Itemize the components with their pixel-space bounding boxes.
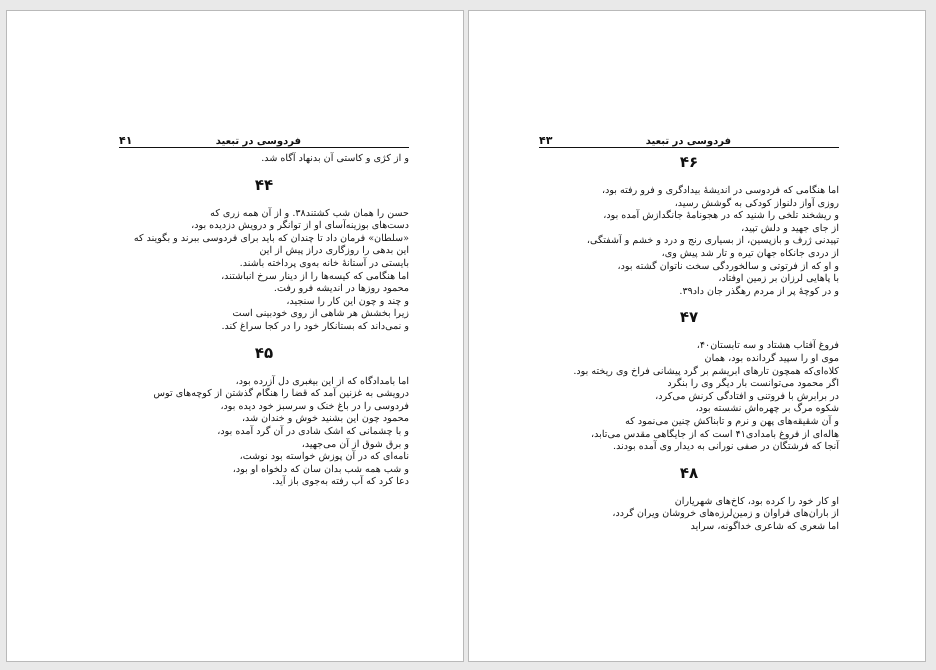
text-line: از جای جهید و دلش تپید،	[741, 222, 839, 234]
text-line: بایستی در آستانهٔ خانه به‌وی پرداخته باشند.	[239, 257, 409, 269]
text-line: روزی آواز دلنواز کودکی به گوشش رسید،	[674, 197, 839, 209]
text-line: از باران‌های فراوان و زمین‌لرزه‌های خروشان ویران گردد،	[612, 508, 839, 520]
text-line: فروغ آفتاب هشتاد و سه تابستان۴۰،	[696, 340, 839, 352]
left-page	[6, 10, 464, 662]
text-line: شکوه مرگ بر چهره‌اش نشسته بود،	[695, 403, 839, 415]
text-line: و آن شقیقه‌های پهن و نرم و تابناکش چنین می‌نمود که	[625, 415, 839, 427]
poem-number: ۴۶	[679, 153, 699, 171]
text-line: و شب همه شب بدان سان که دلخواه او بود،	[232, 463, 409, 475]
page-number: ۴۱	[119, 134, 133, 147]
text-line: و برق شوق از آن می‌جهید،	[301, 438, 409, 450]
text-line: محمود چون این بشنید خوش و خندان شد،	[241, 413, 409, 425]
text-line: اگر محمود می‌توانست بار دیگر وی را بنگرد	[667, 378, 839, 390]
poem-number: ۴۴	[254, 175, 274, 194]
right-page-header	[539, 129, 839, 148]
left-page-text	[119, 153, 409, 489]
page-number: ۴۳	[539, 134, 553, 147]
running-title: فردوسی در تبعید	[645, 136, 731, 147]
poem-number: ۴۷	[679, 308, 699, 327]
text-line: درویشی به غزنین آمد که قضا را هنگام گذشتن از کوچه‌های توس	[153, 388, 409, 400]
running-title: فردوسی در تبعید	[215, 136, 301, 147]
text-line: اما بامدادگاه که از این بیغبری دل آزرده بود،	[235, 375, 409, 387]
text-line: و در کوچهٔ پر از مردم رهگذر جان داد۳۹.	[679, 285, 839, 297]
text-line: و از کژی و کاستی آن بدنهاد آگاه شد.	[261, 153, 409, 164]
text-line: با پاهایی لرزان بر زمین اوفتاد،	[718, 273, 839, 285]
poem-stanza	[539, 340, 839, 453]
poem-number: ۴۸	[679, 463, 699, 482]
text-line: دعا کرد که آب رفته به‌جوی باز آید.	[272, 476, 409, 488]
poem-stanza	[119, 376, 409, 489]
text-line: اما هنگامی که کیسه‌ها را از دینار سرخ انباشتند،	[221, 270, 409, 282]
text-line: زیرا بخشش هر شاهی از روی خودبینی است	[232, 308, 409, 320]
text-line: و چند و چون این کار را سنجید،	[286, 295, 409, 307]
poem-stanza	[539, 496, 839, 534]
text-line: آنجا که فرشتگان در صفی نورانی به دیدار وی آمده بودند.	[613, 441, 839, 453]
poem-stanza	[119, 208, 409, 334]
poem-stanza	[539, 185, 839, 298]
right-page	[468, 10, 926, 662]
text-line: و با چشمانی که اشک شادی در آن گرد آمده بود،	[217, 425, 409, 437]
text-line: او کار خود را کرده بود، کاخ‌های شهریاران	[674, 495, 839, 507]
text-line: و او که از فرتوتی و سالخوردگی سخت ناتوان گشته بود،	[617, 260, 839, 272]
text-line: اما شعری که شاعری خداگونه، سراید	[690, 520, 839, 532]
text-line: این بدهی را روزگاری دراز پیش از این	[259, 245, 409, 257]
text-line: نامه‌ای که در آن پوزش خواسته بود نوشت،	[239, 451, 409, 463]
text-line: هاله‌ای از فروغ بامدادی۴۱ است که از جایگاهی مقدس می‌تابد،	[591, 428, 839, 440]
poem-number: ۴۵	[254, 343, 274, 362]
text-line: فردوسی را در باغ خنک و سرسبز خود دیده بود،	[220, 400, 409, 412]
text-line: حسن را همان شب کشتند۳۸. و از آن همه زری که	[210, 207, 409, 219]
text-line: تپیدنی ژرف و بازپسین، از بسیاری رنج و درد و خشم و آشفتگی،	[586, 235, 839, 247]
text-line: اما هنگامی که فردوسی در اندیشهٔ بیدادگری و فرو رفته بود،	[601, 185, 839, 196]
text-line: موی او را سپید گردانده بود، همان	[704, 352, 839, 364]
text-line: از دردی جانکاه جهان تیره و تار شد پیش وی،	[661, 247, 839, 259]
text-line: در برابرش با فروتنی و افتادگی کرنش می‌کرد،	[655, 390, 839, 402]
text-line: «سلطان» فرمان داد تا چندان که باید برای فردوسی ببرند و بگویند که	[133, 232, 409, 244]
text-line: دست‌های بوزینه‌آسای او از توانگر و درویش دزدیده بود،	[191, 220, 409, 232]
text-line: و ریشخند تلخی را شنید که در هجونامهٔ جانگدازش آمده بود،	[603, 210, 839, 222]
right-page-text	[539, 149, 839, 533]
left-page-header	[119, 129, 409, 148]
text-line: و نمی‌داند که بستانکار خود را در کجا سراغ کند.	[221, 320, 409, 332]
text-line: کلاه‌ای‌که همچون تارهای ابریشم بر گرد پیشانی فراخ وی ریخته بود.	[573, 365, 839, 377]
text-line: محمود روزها در اندیشه فرو رفت.	[273, 283, 409, 295]
